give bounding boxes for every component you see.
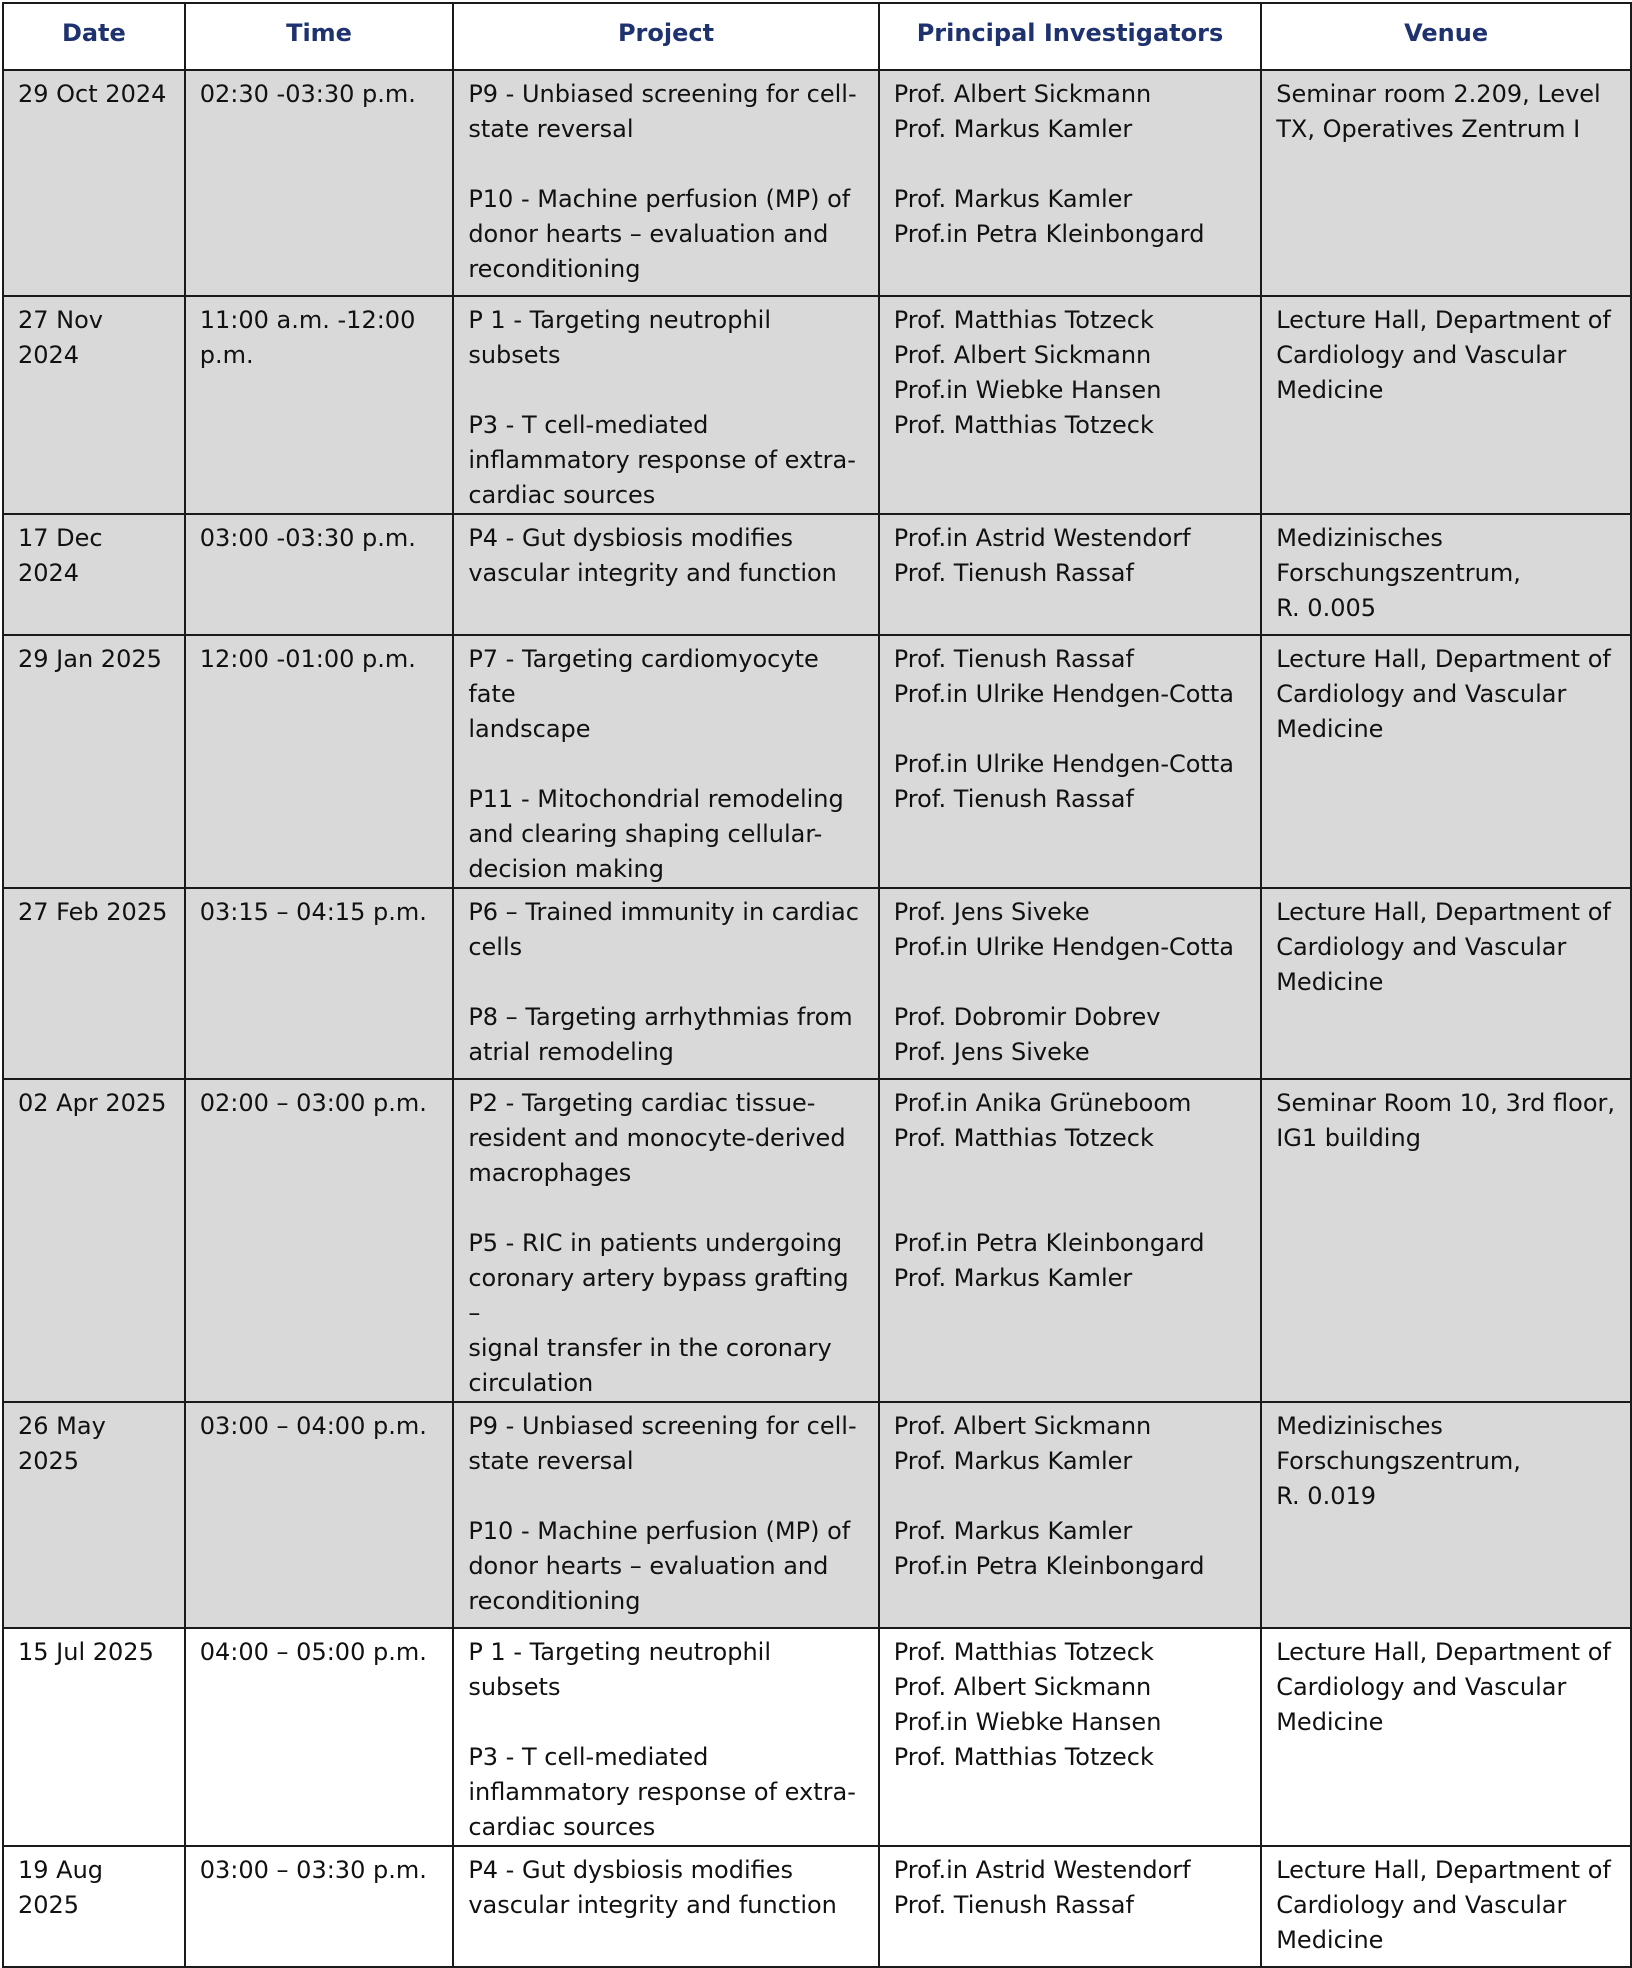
venue-line: R. 0.019 [1276,1482,1377,1510]
project-line: P3 - T cell-mediated [468,1743,709,1771]
investigators-line: Prof. Matthias Totzeck [893,306,1154,334]
project-cell [453,635,878,888]
investigators-line: Prof. Tienush Rassaf [893,645,1134,673]
investigators-cell [879,514,1261,635]
investigators-line: Prof.in Anika Grüneboom [893,1089,1192,1117]
date-text: 29 Oct 2024 [18,80,167,108]
project-line [468,147,863,182]
venue-cell [1261,70,1631,296]
venue-line: Medizinisches [1276,1412,1443,1440]
table-row [3,1628,1631,1846]
venue-line: Lecture Hall, Department of [1276,898,1611,926]
investigators-line [894,712,1246,747]
project-line [468,1705,863,1740]
project-line: reconditioning [468,255,641,283]
venue-line: Cardiology and Vascular [1276,1673,1567,1701]
venue-line: IG1 building [1276,1124,1421,1152]
project-cell [453,1628,878,1846]
investigators-line: Prof. Jens Siveke [893,898,1090,926]
venue-line: Medizinisches [1276,524,1443,552]
investigators-line: Prof. Markus Kamler [893,185,1133,213]
project-line: P11 - Mitochondrial remodeling [468,785,844,813]
venue-line: Medicine [1276,1926,1384,1954]
project-line: inflammatory response of extra- [468,1778,856,1806]
header-principal-investigators: Principal Investigators [879,3,1261,70]
project-line [468,965,863,1000]
investigators-line [894,147,1246,182]
investigators-line: Prof. Albert Sickmann [893,1673,1152,1701]
date-text: 27 Feb 2025 [18,898,168,926]
project-line: cells [468,933,523,961]
investigators-cell [879,635,1261,888]
investigators-line [894,1156,1246,1191]
investigators-line: Prof.in Petra Kleinbongard [893,1229,1205,1257]
project-line: reconditioning [468,1587,641,1615]
project-line: state reversal [468,1447,634,1475]
venue-cell [1261,296,1631,514]
schedule-body [3,70,1631,1967]
venue-line: Lecture Hall, Department of [1276,306,1611,334]
date-text: 15 Jul 2025 [18,1638,154,1666]
date-text: 19 Aug 2025 [18,1856,111,1919]
time-cell [185,296,454,514]
project-line: state reversal [468,115,634,143]
project-line: resident and monocyte-derived [468,1124,846,1152]
investigators-cell [879,296,1261,514]
project-line: and clearing shaping cellular- [468,820,823,848]
time-line: 02:00 – 03:00 p.m. [199,1089,427,1117]
venue-cell [1261,1079,1631,1402]
date-cell [3,70,185,296]
investigators-line: Prof. Dobromir Dobrev [893,1003,1161,1031]
investigators-line: Prof. Markus Kamler [893,115,1133,143]
venue-cell [1261,514,1631,635]
project-line: P 1 - Targeting neutrophil subsets [468,306,779,369]
project-line: P5 - RIC in patients undergoing [468,1229,843,1257]
venue-line: R. 0.005 [1276,594,1377,622]
venue-cell [1261,1628,1631,1846]
time-line: 12:00 -01:00 p.m. [199,645,416,673]
project-cell [453,514,878,635]
venue-line: Forschungszentrum, [1276,1447,1521,1475]
investigators-line: Prof. Tienush Rassaf [893,559,1134,587]
venue-line: Cardiology and Vascular [1276,1891,1567,1919]
project-line: coronary artery bypass grafting – [468,1264,857,1327]
table-row [3,888,1631,1079]
time-line: 11:00 a.m. -12:00 [199,306,416,334]
venue-cell [1261,635,1631,888]
venue-line: Cardiology and Vascular [1276,680,1567,708]
header-time: Time [185,3,454,70]
project-line [468,1191,863,1226]
project-line: P3 - T cell-mediated [468,411,709,439]
venue-line: Medicine [1276,968,1384,996]
investigators-cell [879,1402,1261,1628]
project-line: atrial remodeling [468,1038,674,1066]
date-cell [3,635,185,888]
date-cell [3,1628,185,1846]
investigators-line: Prof.in Astrid Westendorf [893,524,1191,552]
venue-line: Medicine [1276,715,1384,743]
venue-cell [1261,1846,1631,1967]
investigators-cell [879,1628,1261,1846]
project-cell [453,888,878,1079]
time-cell [185,635,454,888]
project-line: P9 - Unbiased screening for cell- [468,80,857,108]
time-cell [185,514,454,635]
venue-line: Cardiology and Vascular [1276,341,1567,369]
venue-line: Seminar Room 10, 3rd floor, [1276,1089,1616,1117]
date-cell [3,1079,185,1402]
time-line: 03:00 -03:30 p.m. [199,524,416,552]
investigators-line: Prof. Markus Kamler [893,1264,1133,1292]
project-line: P4 - Gut dysbiosis modifies [468,1856,794,1884]
project-line: vascular integrity and function [468,1891,837,1919]
project-line: landscape [468,715,591,743]
project-cell [453,1079,878,1402]
investigators-line [894,1479,1246,1514]
table-row [3,1079,1631,1402]
investigators-line: Prof. Matthias Totzeck [893,1124,1154,1152]
time-cell [185,1846,454,1967]
venue-line: TX, Operatives Zentrum I [1276,115,1581,143]
investigators-line: Prof. Jens Siveke [893,1038,1090,1066]
project-line: P8 – Targeting arrhythmias from [468,1003,853,1031]
project-line: P6 – Trained immunity in cardiac [468,898,859,926]
time-line: 02:30 -03:30 p.m. [199,80,416,108]
investigators-cell [879,70,1261,296]
investigators-line: Prof.in Petra Kleinbongard [893,1552,1205,1580]
project-line: donor hearts – evaluation and [468,1552,829,1580]
date-text: 29 Jan 2025 [18,645,162,673]
venue-line: Cardiology and Vascular [1276,933,1567,961]
time-cell [185,1402,454,1628]
venue-line: Lecture Hall, Department of [1276,1856,1611,1884]
date-cell [3,1846,185,1967]
project-line: P7 - Targeting cardiomyocyte fate [468,645,827,708]
investigators-line: Prof.in Ulrike Hendgen-Cotta [893,680,1234,708]
project-line [468,747,863,782]
project-line: P10 - Machine perfusion (MP) of [468,1517,851,1545]
venue-line: Forschungszentrum, [1276,559,1521,587]
investigators-line: Prof. Matthias Totzeck [893,1638,1154,1666]
investigators-line [894,965,1246,1000]
date-text: 26 May 2025 [18,1412,114,1475]
table-row [3,1402,1631,1628]
date-text: 02 Apr 2025 [18,1089,167,1117]
venue-cell [1261,888,1631,1079]
investigators-line: Prof.in Petra Kleinbongard [893,220,1205,248]
investigators-line: Prof.in Wiebke Hansen [893,1708,1162,1736]
project-line: P 1 - Targeting neutrophil subsets [468,1638,779,1701]
header-row [3,3,1631,70]
investigators-line: Prof.in Wiebke Hansen [893,376,1162,404]
table-row [3,514,1631,635]
investigators-line: Prof.in Astrid Westendorf [893,1856,1191,1884]
project-cell [453,1846,878,1967]
investigators-line: Prof. Markus Kamler [893,1517,1133,1545]
time-line: 04:00 – 05:00 p.m. [199,1638,427,1666]
investigators-line: Prof. Matthias Totzeck [893,411,1154,439]
investigators-line: Prof. Markus Kamler [893,1447,1133,1475]
investigators-cell [879,1846,1261,1967]
date-cell [3,514,185,635]
table-row [3,70,1631,296]
project-line: vascular integrity and function [468,559,837,587]
venue-line: Lecture Hall, Department of [1276,1638,1611,1666]
project-line: P2 - Targeting cardiac tissue- [468,1089,816,1117]
project-cell [453,1402,878,1628]
venue-line: Lecture Hall, Department of [1276,645,1611,673]
venue-line: Medicine [1276,376,1384,404]
date-text: 17 Dec 2024 [18,524,111,587]
time-cell [185,888,454,1079]
header-date: Date [3,3,185,70]
project-line: macrophages [468,1159,632,1187]
investigators-line [894,1191,1246,1226]
table-row [3,635,1631,888]
project-line [468,1479,863,1514]
project-cell [453,70,878,296]
investigators-line: Prof.in Ulrike Hendgen-Cotta [893,933,1234,961]
project-line: P9 - Unbiased screening for cell- [468,1412,857,1440]
investigators-line: Prof. Albert Sickmann [893,1412,1152,1440]
table-row [3,1846,1631,1967]
project-line: cardiac sources [468,1813,656,1841]
investigators-line: Prof. Tienush Rassaf [893,785,1134,813]
venue-line: Medicine [1276,1708,1384,1736]
time-line: 03:00 – 04:00 p.m. [199,1412,427,1440]
header-project: Project [453,3,878,70]
project-line: P4 - Gut dysbiosis modifies [468,524,794,552]
investigators-line: Prof. Albert Sickmann [893,80,1152,108]
investigators-line: Prof. Albert Sickmann [893,341,1152,369]
date-cell [3,1402,185,1628]
schedule-table [2,2,1632,1968]
project-line [468,373,863,408]
header-venue: Venue [1261,3,1631,70]
time-cell [185,1079,454,1402]
project-line: circulation [468,1369,594,1397]
project-cell [453,296,878,514]
date-cell [3,296,185,514]
project-line: signal transfer in the coronary [468,1334,832,1362]
project-line: P10 - Machine perfusion (MP) of [468,185,851,213]
time-cell [185,70,454,296]
venue-line: Seminar room 2.209, Level [1276,80,1601,108]
project-line: donor hearts – evaluation and [468,220,829,248]
venue-cell [1261,1402,1631,1628]
investigators-cell [879,1079,1261,1402]
project-line: inflammatory response of extra- [468,446,856,474]
time-cell [185,1628,454,1846]
date-text: 27 Nov 2024 [18,306,111,369]
investigators-line: Prof. Matthias Totzeck [893,1743,1154,1771]
time-line: 03:15 – 04:15 p.m. [199,898,427,926]
time-line: p.m. [199,341,254,369]
investigators-cell [879,888,1261,1079]
investigators-line: Prof. Tienush Rassaf [893,1891,1134,1919]
time-line: 03:00 – 03:30 p.m. [199,1856,427,1884]
investigators-line: Prof.in Ulrike Hendgen-Cotta [893,750,1234,778]
project-line: decision making [468,855,664,883]
date-cell [3,888,185,1079]
project-line: cardiac sources [468,481,656,509]
table-row [3,296,1631,514]
